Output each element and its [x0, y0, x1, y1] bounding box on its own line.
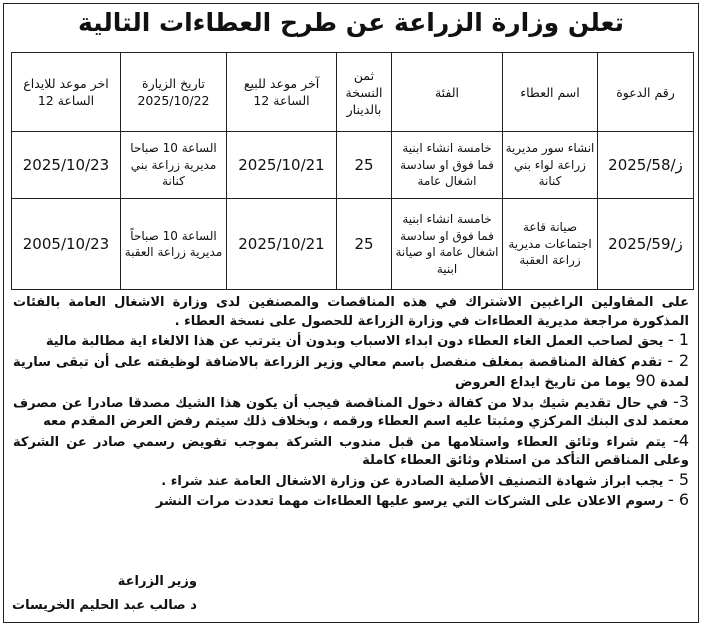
header-category: الفئة — [392, 53, 503, 132]
note-text: يجب ابراز شهادة التصنيف الأصلية الصادرة عن وزارة الاشغال العامة عند شراء . — [161, 473, 664, 489]
note-item-5 — [13, 471, 689, 492]
note-text: يحق لصاحب العمل الغاء العطاء دون ابداء الاسباب وبدون أن يترتب عن هذا الالغاء اية مطالبة مالية — [45, 334, 664, 349]
table-row — [12, 132, 694, 199]
note-item-1 — [13, 331, 689, 352]
note-text: رسوم الاعلان على الشركات التي يرسو عليها العطاءات مهما تعددت مرات النشر — [155, 494, 664, 509]
tender-category: خامسة انشاء ابنية فما فوق او سادسة اشغال عامة او صيانة ابنية — [392, 199, 503, 290]
note-number: 3- — [673, 391, 689, 411]
note-text: في حال تقديم شيك بدلا من كفالة دخول المناقصة فيجب أن يكون هذا الشيك مصدقا صادرا عن مصرف معتمد لدى البنك المركزي ومثبتا عليه اسم العطاء ورقمه ، وبخلاف ذلك سيتم رفض العرض المقدم معه — [13, 395, 689, 429]
note-text: يتم شراء وثائق العطاء واستلامها من قبل مندوب الشركة بموجب تفويض رسمي صادر عن الشركة وعلى المناقص التأكد من استلام وثائق العطاء كاملة — [13, 434, 689, 468]
tender-price: 25 — [337, 199, 392, 290]
header-price: ثمن النسخة بالدينار — [337, 53, 392, 132]
tender-name: انشاء سور مديرية زراعة لواء بني كنانة — [503, 132, 598, 199]
tender-deposit-deadline: 2025/10/23 — [12, 132, 121, 199]
note-item-6 — [13, 491, 689, 512]
header-deposit-deadline: اخر موعد للايداع الساعة 12 — [12, 53, 121, 132]
note-item-2 — [13, 352, 689, 393]
table-row — [12, 199, 694, 290]
tender-sale-deadline: 2025/10/21 — [227, 132, 337, 199]
note-number: 1 - — [667, 330, 689, 349]
notes-intro: على المقاولين الراغبين الاشتراك في هذه المناقصات والمصنفين لدى وزارة الاشغال العامة بالفئات المذكورة مراجعة مديرية العطاءات في وزارة الزراعة للحصول على نسخة العطاء . — [13, 295, 689, 329]
tender-price: 25 — [337, 132, 392, 199]
note-days-value: 90 — [635, 371, 656, 390]
note-text-tail: يوما من تاريخ ايداع العروض — [454, 375, 631, 390]
note-number: 6 - — [667, 490, 689, 509]
tender-sale-deadline: 2025/10/21 — [227, 199, 337, 290]
signature-block — [12, 570, 197, 618]
tender-deposit-deadline: 2005/10/23 — [12, 199, 121, 290]
header-name: اسم العطاء — [503, 53, 598, 132]
table-header-row — [12, 53, 694, 132]
tender-category: خامسة انشاء ابنية فما فوق او سادسة اشغال عامة — [392, 132, 503, 199]
header-visit-date: تاريخ الزيارة 2025/10/22 — [121, 53, 227, 132]
note-item-3 — [13, 393, 689, 432]
signature-role: وزير الزراعة — [117, 574, 197, 589]
tender-code: ز/2025/59 — [598, 199, 694, 290]
note-number: 4- — [673, 430, 689, 450]
note-item-4 — [13, 432, 689, 471]
signature-name: د صالب عبد الحليم الخريسات — [12, 598, 197, 613]
tender-notes — [13, 294, 689, 512]
tender-name: صيانة قاعة اجتماعات مديرية زراعة العقبة — [503, 199, 598, 290]
tender-visit: الساعة 10 صباحا مديرية زراعة بني كنانة — [121, 132, 227, 199]
tender-announcement — [3, 3, 699, 623]
announcement-title: تعلن وزارة الزراعة عن طرح العطاءات التالية — [77, 8, 625, 37]
note-number: 5 - — [667, 469, 689, 489]
tender-visit: الساعة 10 صباحاً مديرية زراعة العقبة — [121, 199, 227, 290]
note-number: 2 - — [667, 350, 689, 370]
header-code: رقم الدعوة — [598, 53, 694, 132]
header-sale-deadline: آخر موعد للبيع الساعة 12 — [227, 53, 337, 132]
note-text: تقدم كفالة المناقصة بمغلف منفصل باسم معالي وزير الزراعة بالاضافة لوظيفته على أن تبقى سارية لمدة — [13, 354, 689, 390]
tenders-table — [11, 52, 694, 290]
tender-code: ز/2025/58 — [598, 132, 694, 199]
